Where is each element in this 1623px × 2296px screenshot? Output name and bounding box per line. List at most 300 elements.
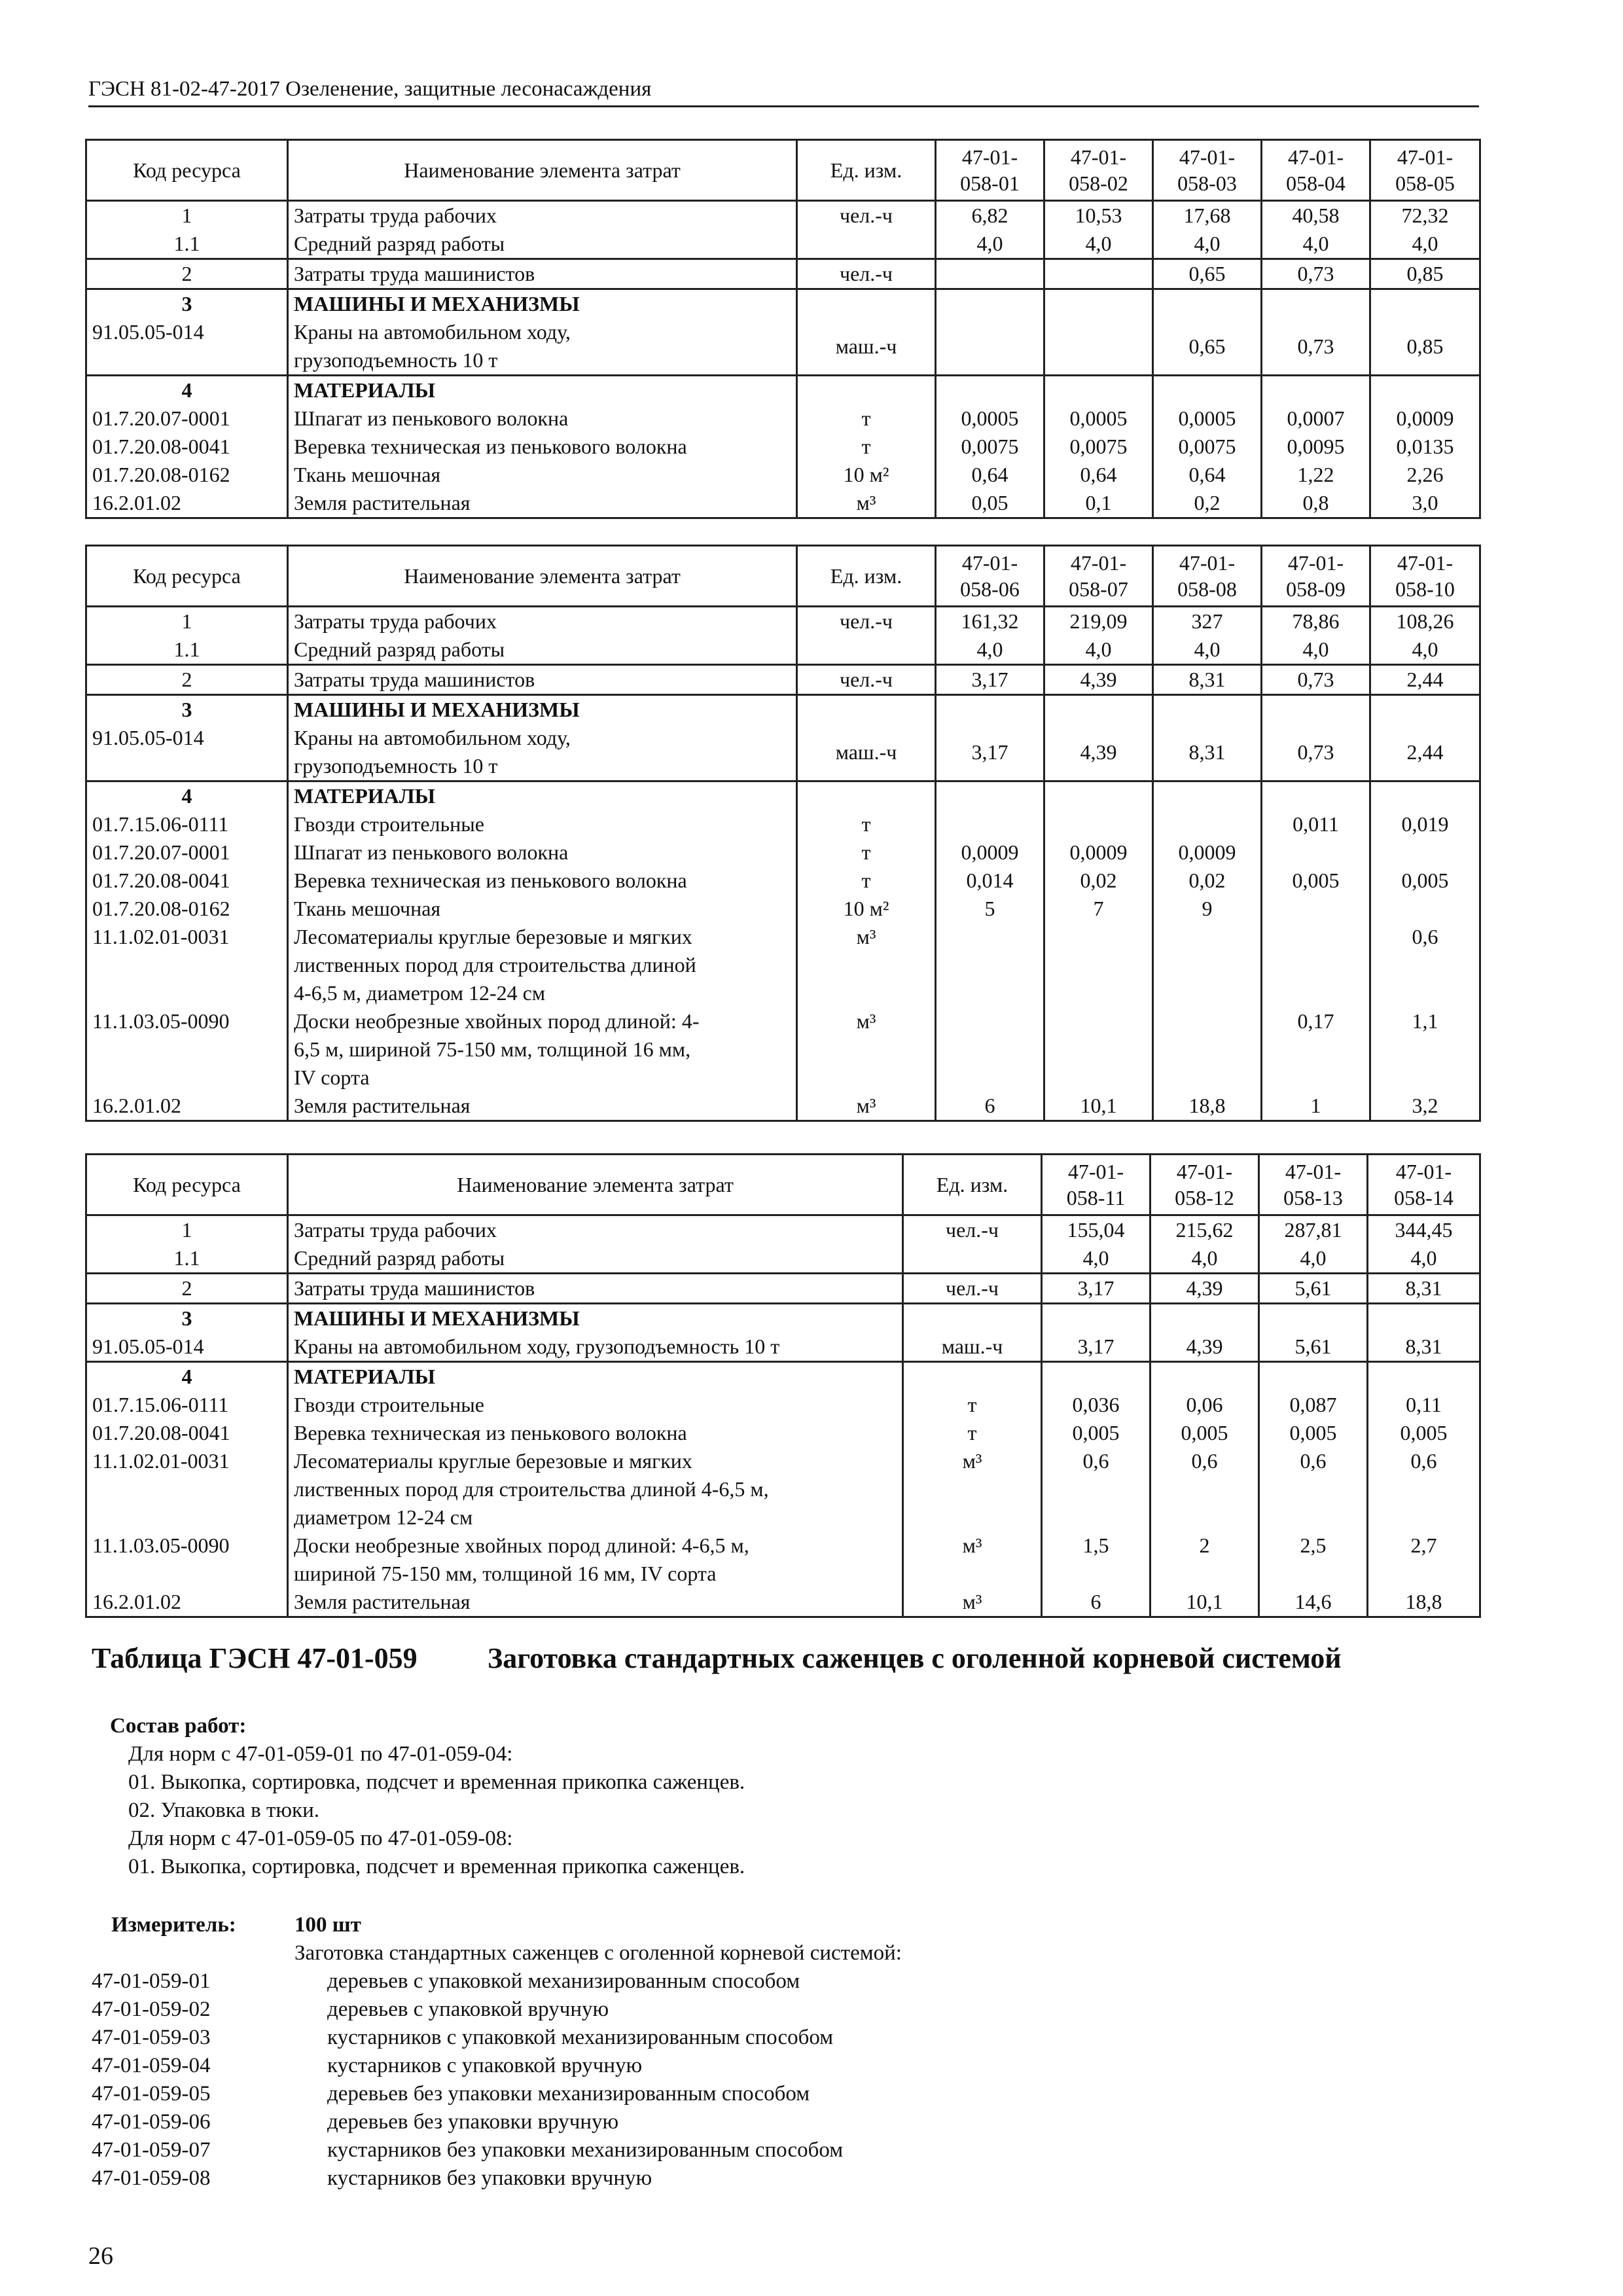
table-row	[86, 433, 1480, 461]
row-code: 11.1.03.05-0090	[86, 1532, 288, 1588]
row-value: 2	[1150, 1532, 1259, 1588]
meter-item	[92, 2080, 1139, 2108]
row-unit: т	[797, 867, 936, 895]
row-value: 4,0	[1262, 636, 1370, 665]
row-value: 0,0009	[936, 838, 1044, 867]
row-value: 0,0135	[1370, 433, 1480, 461]
row-value: 4,0	[1370, 636, 1480, 665]
row-value: 0,005	[1150, 1419, 1259, 1447]
row-value: 4,0	[936, 230, 1044, 259]
row-value: 0,6	[1042, 1447, 1150, 1532]
row-value: 0,0009	[1370, 404, 1480, 433]
table-row	[86, 1215, 1480, 1245]
row-value: 0,2	[1153, 489, 1262, 518]
table-row	[86, 461, 1480, 489]
row-name: Затраты труда машинистов	[288, 1274, 903, 1304]
row-value: 5,61	[1259, 1333, 1368, 1362]
row-name: Гвозди строительные	[288, 1391, 903, 1419]
row-value: 0,85	[1370, 259, 1480, 289]
row-name: Ткань мешочная	[288, 895, 797, 923]
row-value	[936, 259, 1044, 289]
row-value	[1044, 810, 1153, 838]
table-row	[86, 923, 1480, 1007]
row-unit: чел.-ч	[797, 201, 936, 230]
row-value: 1	[1262, 1092, 1370, 1121]
row-value: 6	[936, 1092, 1044, 1121]
row-code: 91.05.05-014	[86, 724, 288, 781]
works-label: Состав работ:	[110, 1714, 247, 1738]
row-unit	[797, 230, 936, 259]
row-value: 4,0	[1150, 1244, 1259, 1274]
row-value: 72,32	[1370, 201, 1480, 230]
meter-item	[92, 1967, 1139, 1996]
col-header-code: Код ресурса	[86, 546, 288, 607]
row-value	[1044, 923, 1153, 1007]
row-value: 0,014	[936, 867, 1044, 895]
row-value: 4,39	[1150, 1274, 1259, 1304]
row-name: Ткань мешочная	[288, 461, 797, 489]
table-row	[86, 867, 1480, 895]
table-row	[86, 1333, 1480, 1362]
row-unit: т	[903, 1391, 1042, 1419]
works-line: Для норм с 47-01-059-01 по 47-01-059-04:	[128, 1742, 513, 1766]
row-unit	[797, 636, 936, 665]
row-value: 0,005	[1259, 1419, 1368, 1447]
col-header-code: Код ресурса	[86, 140, 288, 201]
row-value	[1370, 895, 1480, 923]
section-row	[86, 695, 1480, 725]
col-header-name: Наименование элемента затрат	[288, 546, 797, 607]
row-value: 0,02	[1153, 867, 1262, 895]
table-row	[86, 201, 1480, 230]
table-row	[86, 1419, 1480, 1447]
row-value: 219,09	[1044, 607, 1153, 636]
row-value	[1262, 895, 1370, 923]
meter-item	[92, 2164, 1139, 2193]
row-value: 0,11	[1368, 1391, 1480, 1419]
row-value: 4,0	[936, 636, 1044, 665]
row-value: 6	[1042, 1588, 1150, 1617]
row-value	[936, 318, 1044, 376]
row-value: 108,26	[1370, 607, 1480, 636]
table-row	[86, 404, 1480, 433]
row-value: 2,44	[1370, 724, 1480, 781]
row-value: 8,31	[1368, 1333, 1480, 1362]
row-code: 01.7.20.08-0041	[86, 867, 288, 895]
row-value: 4,0	[1153, 230, 1262, 259]
row-value: 0,019	[1370, 810, 1480, 838]
row-value: 17,68	[1153, 201, 1262, 230]
works-line: 02. Упаковка в тюки.	[128, 1799, 319, 1822]
col-header-norm: 47-01- 058-05	[1370, 140, 1480, 201]
norm-code: 47-01-059-07	[92, 2138, 211, 2162]
row-value: 4,39	[1150, 1333, 1259, 1362]
works-line: 01. Выкопка, сортировка, подсчет и временная прикопка саженцев.	[128, 1855, 745, 1878]
row-value: 40,58	[1262, 201, 1370, 230]
resource-table-058-01-05	[85, 139, 1481, 519]
section-row	[86, 289, 1480, 319]
row-unit: 10 м²	[797, 895, 936, 923]
section-title: МАШИНЫ И МЕХАНИЗМЫ	[288, 695, 797, 725]
row-value: 0,6	[1150, 1447, 1259, 1532]
row-value: 0,0075	[1153, 433, 1262, 461]
row-code: 11.1.02.01-0031	[86, 923, 288, 1007]
row-code: 16.2.01.02	[86, 1092, 288, 1121]
norm-code: 47-01-059-08	[92, 2166, 211, 2190]
row-name: Краны на автомобильном ходу, грузоподъемность 10 т	[288, 1333, 903, 1362]
resource-table-058-11-14	[85, 1153, 1481, 1618]
row-code: 01.7.20.08-0041	[86, 433, 288, 461]
row-value: 0,73	[1262, 724, 1370, 781]
row-value: 0,17	[1262, 1007, 1370, 1092]
row-value: 0,005	[1042, 1419, 1150, 1447]
row-value: 0,05	[936, 489, 1044, 518]
row-code: 01.7.15.06-0111	[86, 1391, 288, 1419]
page-number: 26	[88, 2242, 113, 2270]
row-code: 01.7.15.06-0111	[86, 810, 288, 838]
row-unit: м³	[797, 1007, 936, 1092]
row-value: 2,26	[1370, 461, 1480, 489]
norm-text: кустарников с упаковкой вручную	[327, 2054, 643, 2077]
section-row	[86, 1304, 1480, 1333]
table-row	[86, 1391, 1480, 1419]
row-value: 4,0	[1044, 230, 1153, 259]
section-title: МАТЕРИАЛЫ	[288, 1362, 903, 1391]
norm-text: деревьев без упаковки механизированным способом	[327, 2082, 810, 2106]
col-header-norm: 47-01- 058-06	[936, 546, 1044, 607]
col-header-norm: 47-01- 058-08	[1153, 546, 1262, 607]
table-row	[86, 1274, 1480, 1304]
row-name: Затраты труда машинистов	[288, 665, 797, 695]
norm-text: кустарников без упаковки вручную	[327, 2166, 652, 2190]
row-name: Веревка техническая из пенькового волокна	[288, 867, 797, 895]
col-header-norm: 47-01- 058-07	[1044, 546, 1153, 607]
row-value: 0,0075	[1044, 433, 1153, 461]
table-name: Заготовка стандартных саженцев с оголенной корневой системой	[488, 1642, 1342, 1674]
section-title: МАТЕРИАЛЫ	[288, 781, 797, 811]
row-name: Веревка техническая из пенькового волокна	[288, 1419, 903, 1447]
row-value	[936, 810, 1044, 838]
row-unit: т	[797, 404, 936, 433]
row-value: 155,04	[1042, 1215, 1150, 1245]
section-title: МАТЕРИАЛЫ	[288, 376, 797, 405]
row-code: 3	[86, 1304, 288, 1333]
row-value: 18,8	[1368, 1588, 1480, 1617]
row-value: 0,64	[1153, 461, 1262, 489]
col-header-unit: Ед. изм.	[797, 140, 936, 201]
row-value	[1262, 838, 1370, 867]
row-code: 3	[86, 695, 288, 725]
table-row	[86, 489, 1480, 518]
row-value: 0,0005	[936, 404, 1044, 433]
row-code: 01.7.20.07-0001	[86, 404, 288, 433]
row-code: 2	[86, 259, 288, 289]
norm-code: 47-01-059-02	[92, 1998, 211, 2021]
table-row	[86, 259, 1480, 289]
row-value: 0,06	[1150, 1391, 1259, 1419]
row-unit	[903, 1244, 1042, 1274]
row-name: Средний разряд работы	[288, 230, 797, 259]
row-value: 4,0	[1262, 230, 1370, 259]
row-value: 3,17	[1042, 1274, 1150, 1304]
col-header-norm: 47-01- 058-12	[1150, 1155, 1259, 1215]
running-header: ГЭСН 81-02-47-2017 Озеленение, защитные лесонасаждения	[88, 77, 1479, 107]
row-value: 0,005	[1368, 1419, 1480, 1447]
row-value	[936, 1007, 1044, 1092]
row-unit: т	[797, 810, 936, 838]
meter-item	[92, 2136, 1139, 2164]
row-value: 0,036	[1042, 1391, 1150, 1419]
row-value: 3,0	[1370, 489, 1480, 518]
row-value: 9	[1153, 895, 1262, 923]
row-code: 2	[86, 1274, 288, 1304]
table-row	[86, 230, 1480, 259]
row-value: 287,81	[1259, 1215, 1368, 1245]
row-value: 0,0009	[1044, 838, 1153, 867]
row-unit: м³	[903, 1588, 1042, 1617]
meter-value: 100 шт	[294, 1913, 361, 1937]
works-composition	[110, 1712, 745, 1881]
row-unit: м³	[797, 923, 936, 1007]
row-value: 344,45	[1368, 1215, 1480, 1245]
norm-code: 47-01-059-04	[92, 2054, 211, 2077]
table-row	[86, 1447, 1480, 1532]
norm-text: кустарников без упаковки механизированным способом	[327, 2138, 844, 2162]
table-row	[86, 665, 1480, 695]
row-value: 0,0005	[1153, 404, 1262, 433]
row-code: 91.05.05-014	[86, 318, 288, 376]
row-code: 1	[86, 1215, 288, 1245]
norm-text: деревьев с упаковкой вручную	[327, 1998, 609, 2021]
table-row	[86, 838, 1480, 867]
row-code: 16.2.01.02	[86, 1588, 288, 1617]
row-unit: чел.-ч	[797, 607, 936, 636]
row-value: 0,6	[1368, 1447, 1480, 1532]
row-code: 16.2.01.02	[86, 489, 288, 518]
row-value: 4,0	[1368, 1244, 1480, 1274]
table-row	[86, 1244, 1480, 1274]
row-value: 2,7	[1368, 1532, 1480, 1588]
row-name: Затраты труда машинистов	[288, 259, 797, 289]
row-value: 0,0007	[1262, 404, 1370, 433]
row-value: 8,31	[1153, 724, 1262, 781]
meter-description: Заготовка стандартных саженцев с оголенной корневой системой:	[294, 1941, 902, 1965]
row-unit: т	[903, 1419, 1042, 1447]
row-value: 78,86	[1262, 607, 1370, 636]
meter-item	[92, 2024, 1139, 2052]
col-header-code: Код ресурса	[86, 1155, 288, 1215]
table-row	[86, 1588, 1480, 1617]
row-value: 4,0	[1044, 636, 1153, 665]
row-value: 0,0095	[1262, 433, 1370, 461]
works-line: 01. Выкопка, сортировка, подсчет и временная прикопка саженцев.	[128, 1770, 745, 1794]
row-value: 0,65	[1153, 318, 1262, 376]
row-name: Шпагат из пенькового волокна	[288, 404, 797, 433]
row-unit: м³	[797, 489, 936, 518]
section-title: МАШИНЫ И МЕХАНИЗМЫ	[288, 1304, 903, 1333]
row-code: 1.1	[86, 1244, 288, 1274]
table-label: Таблица ГЭСН 47-01-059	[92, 1642, 418, 1674]
col-header-name: Наименование элемента затрат	[288, 140, 797, 201]
norm-text: деревьев с упаковкой механизированным способом	[327, 1969, 800, 1993]
row-code: 1.1	[86, 636, 288, 665]
row-value: 0,02	[1044, 867, 1153, 895]
row-value: 0,64	[1044, 461, 1153, 489]
col-header-norm: 47-01- 058-03	[1153, 140, 1262, 201]
row-code: 11.1.03.05-0090	[86, 1007, 288, 1092]
meter-item	[92, 1996, 1139, 2024]
row-value	[1153, 923, 1262, 1007]
row-unit: м³	[903, 1447, 1042, 1532]
resource-table-058-06-10	[85, 545, 1481, 1122]
row-value: 0,0009	[1153, 838, 1262, 867]
norm-code: 47-01-059-03	[92, 2026, 211, 2049]
meter-item	[92, 2052, 1139, 2080]
row-name: Земля растительная	[288, 1092, 797, 1121]
row-value: 1,22	[1262, 461, 1370, 489]
row-name: Средний разряд работы	[288, 636, 797, 665]
row-name: Затраты труда рабочих	[288, 607, 797, 636]
meter-label: Измеритель:	[111, 1913, 236, 1937]
table-row	[86, 810, 1480, 838]
row-value	[1153, 810, 1262, 838]
row-value: 3,2	[1370, 1092, 1480, 1121]
row-value: 18,8	[1153, 1092, 1262, 1121]
row-code: 1	[86, 201, 288, 230]
row-value: 0,85	[1370, 318, 1480, 376]
row-value	[1153, 1007, 1262, 1092]
col-header-norm: 47-01- 058-14	[1368, 1155, 1480, 1215]
row-value: 14,6	[1259, 1588, 1368, 1617]
row-value: 0,65	[1153, 259, 1262, 289]
row-value: 8,31	[1368, 1274, 1480, 1304]
row-value: 10,1	[1044, 1092, 1153, 1121]
row-name: Земля растительная	[288, 489, 797, 518]
row-value	[1262, 923, 1370, 1007]
row-code: 01.7.20.08-0162	[86, 895, 288, 923]
table-row	[86, 1532, 1480, 1588]
row-value	[1044, 259, 1153, 289]
row-name: Лесоматериалы круглые березовые и мягких лиственных пород для строительства длиной 4-6,5 м, диаметром 12-24 см	[288, 923, 797, 1007]
row-code: 1	[86, 607, 288, 636]
table-row	[86, 318, 1480, 376]
row-code: 4	[86, 781, 288, 811]
row-value	[1370, 838, 1480, 867]
row-value: 0,005	[1370, 867, 1480, 895]
row-name: Затраты труда рабочих	[288, 1215, 903, 1245]
row-value: 0,64	[936, 461, 1044, 489]
col-header-norm: 47-01- 058-11	[1042, 1155, 1150, 1215]
row-value: 6,82	[936, 201, 1044, 230]
table-row	[86, 724, 1480, 781]
table-heading	[92, 1641, 1342, 1675]
row-unit: маш.-ч	[797, 724, 936, 781]
row-name: Краны на автомобильном ходу, грузоподъемность 10 т	[288, 318, 797, 376]
meter-item	[92, 2108, 1139, 2136]
row-code: 2	[86, 665, 288, 695]
row-name: Доски необрезные хвойных пород длиной: 4-6,5 м, шириной 75-150 мм, толщиной 16 мм, IV сорта	[288, 1532, 903, 1588]
row-name: Средний разряд работы	[288, 1244, 903, 1274]
row-unit: маш.-ч	[797, 318, 936, 376]
row-value: 4,0	[1259, 1244, 1368, 1274]
row-value: 3,17	[1042, 1333, 1150, 1362]
row-code: 01.7.20.08-0041	[86, 1419, 288, 1447]
norm-code: 47-01-059-05	[92, 2082, 211, 2106]
row-name: Шпагат из пенькового волокна	[288, 838, 797, 867]
section-title: МАШИНЫ И МЕХАНИЗМЫ	[288, 289, 797, 319]
row-unit: маш.-ч	[903, 1333, 1042, 1362]
row-unit: чел.-ч	[797, 665, 936, 695]
col-header-norm: 47-01- 058-02	[1044, 140, 1153, 201]
norm-code: 47-01-059-06	[92, 2110, 211, 2134]
row-value: 3,17	[936, 724, 1044, 781]
row-value: 0,011	[1262, 810, 1370, 838]
table-row	[86, 636, 1480, 665]
row-value: 10,1	[1150, 1588, 1259, 1617]
row-name: Доски необрезные хвойных пород длиной: 4- 6,5 м, шириной 75-150 мм, толщиной 16 мм, IV сорта	[288, 1007, 797, 1092]
works-line: Для норм с 47-01-059-05 по 47-01-059-08:	[128, 1827, 513, 1850]
row-name: Лесоматериалы круглые березовые и мягких лиственных пород для строительства длиной 4-6,5 м, диаметром 12-24 см	[288, 1447, 903, 1532]
row-value: 4,39	[1044, 724, 1153, 781]
row-value: 0,6	[1370, 923, 1480, 1007]
row-unit: т	[797, 433, 936, 461]
row-value: 327	[1153, 607, 1262, 636]
row-value: 0,1	[1044, 489, 1153, 518]
table-row	[86, 1007, 1480, 1092]
section-row	[86, 781, 1480, 811]
row-unit: 10 м²	[797, 461, 936, 489]
row-value: 0,0075	[936, 433, 1044, 461]
norm-text: деревьев без упаковки вручную	[327, 2110, 619, 2134]
table-row	[86, 895, 1480, 923]
row-unit: чел.-ч	[903, 1274, 1042, 1304]
row-value	[1044, 1007, 1153, 1092]
col-header-norm: 47-01- 058-09	[1262, 546, 1370, 607]
row-value: 1,5	[1042, 1532, 1150, 1588]
col-header-unit: Ед. изм.	[903, 1155, 1042, 1215]
row-value: 4,0	[1042, 1244, 1150, 1274]
row-value: 0,087	[1259, 1391, 1368, 1419]
row-value: 215,62	[1150, 1215, 1259, 1245]
col-header-norm: 47-01- 058-01	[936, 140, 1044, 201]
row-value: 8,31	[1153, 665, 1262, 695]
row-code: 01.7.20.07-0001	[86, 838, 288, 867]
row-value: 0,73	[1262, 665, 1370, 695]
row-name: Земля растительная	[288, 1588, 903, 1617]
row-value: 4,0	[1370, 230, 1480, 259]
row-name: Веревка техническая из пенькового волокна	[288, 433, 797, 461]
row-unit: м³	[903, 1532, 1042, 1588]
row-unit: чел.-ч	[797, 259, 936, 289]
row-value: 3,17	[936, 665, 1044, 695]
row-code: 3	[86, 289, 288, 319]
col-header-unit: Ед. изм.	[797, 546, 936, 607]
row-name: Краны на автомобильном ходу, грузоподъемность 10 т	[288, 724, 797, 781]
row-name: Затраты труда рабочих	[288, 201, 797, 230]
col-header-norm: 47-01- 058-13	[1259, 1155, 1368, 1215]
row-value: 2,44	[1370, 665, 1480, 695]
row-code: 91.05.05-014	[86, 1333, 288, 1362]
row-value: 161,32	[936, 607, 1044, 636]
section-row	[86, 1362, 1480, 1391]
row-value: 0,8	[1262, 489, 1370, 518]
row-code: 1.1	[86, 230, 288, 259]
row-unit: чел.-ч	[903, 1215, 1042, 1245]
row-value	[936, 923, 1044, 1007]
meter-section	[92, 1911, 1139, 2193]
row-value: 4,39	[1044, 665, 1153, 695]
row-value	[1044, 318, 1153, 376]
